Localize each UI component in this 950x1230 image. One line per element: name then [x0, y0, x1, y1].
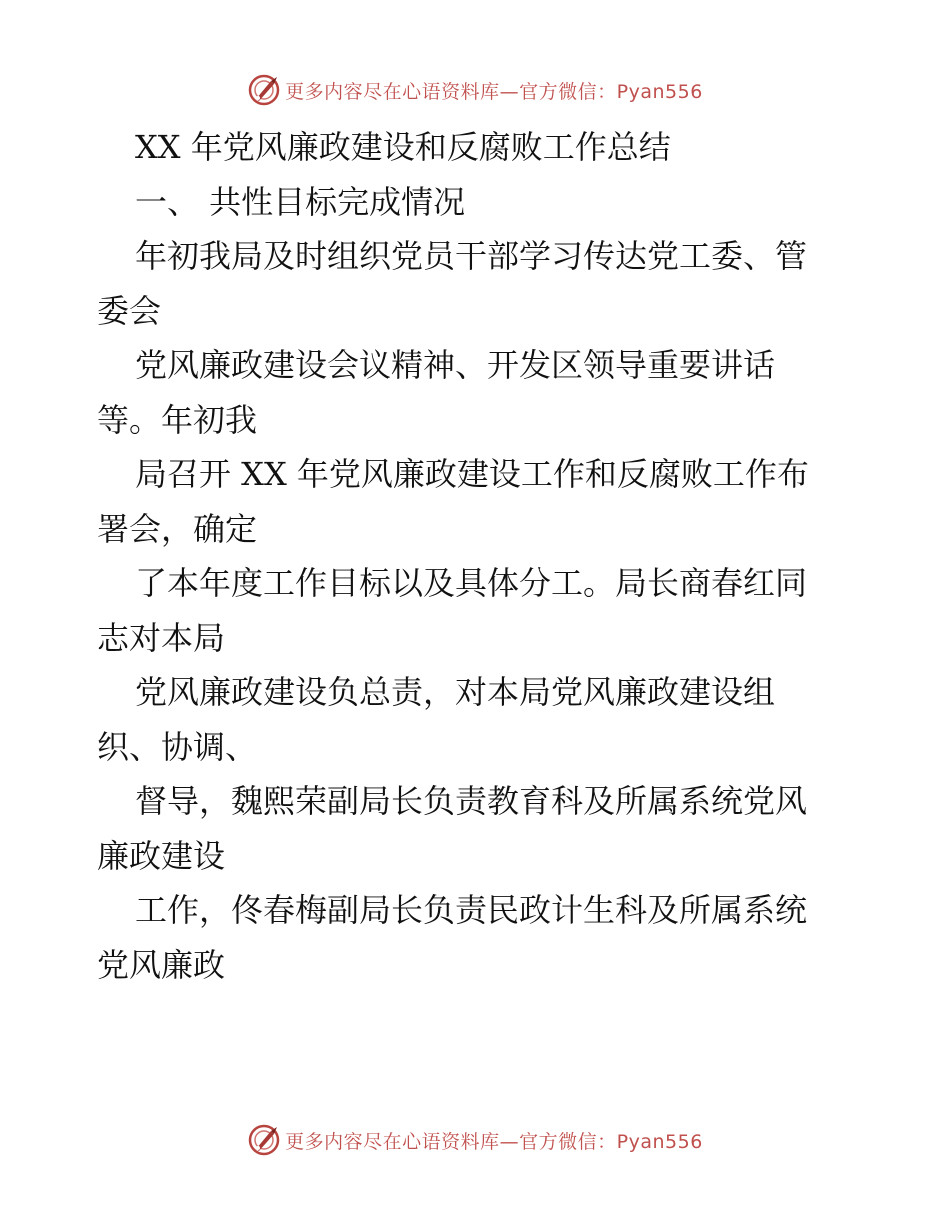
text-line: 廉政建设 [97, 836, 226, 875]
text-line: 局召开 XX 年党风廉政建设工作和反腐败工作布 [135, 455, 809, 493]
banner-text: 更多内容尽在心语资料库—官方微信：Pyan556 [285, 1130, 703, 1153]
text-line: 委会 [97, 291, 162, 330]
text-line: 督导，魏熙荣副局长负责教育科及所属系统党风 [135, 782, 808, 820]
text-line: 党风廉政建设负总责，对本局党风廉政建设组 [135, 673, 776, 711]
text-line: 织、协调、 [97, 727, 258, 766]
text-line: 志对本局 [97, 618, 226, 657]
section-heading: 一、 共性目标完成情况 [135, 182, 466, 221]
text-line: 工作，佟春梅副局长负责民政计生科及所属系统 [135, 891, 808, 929]
header-banner [0, 70, 950, 110]
text-line: 了本年度工作目标以及具体分工。局长商春红同 [135, 564, 808, 602]
text-line: 等。年初我 [97, 400, 258, 439]
text-line: 党风廉政 [97, 945, 226, 984]
pen-nib-logo-icon [247, 73, 281, 107]
text-line: 年初我局及时组织党员干部学习传达党工委、管 [135, 237, 808, 275]
footer-banner [0, 1120, 950, 1160]
document-title: XX 年党风廉政建设和反腐败工作总结 [135, 128, 671, 166]
text-line: 党风廉政建设会议精神、开发区领导重要讲话 [135, 346, 776, 384]
banner-text: 更多内容尽在心语资料库—官方微信：Pyan556 [285, 80, 703, 103]
document-body [97, 120, 857, 992]
text-line: 署会，确定 [97, 509, 258, 548]
pen-nib-logo-icon [247, 1123, 281, 1157]
